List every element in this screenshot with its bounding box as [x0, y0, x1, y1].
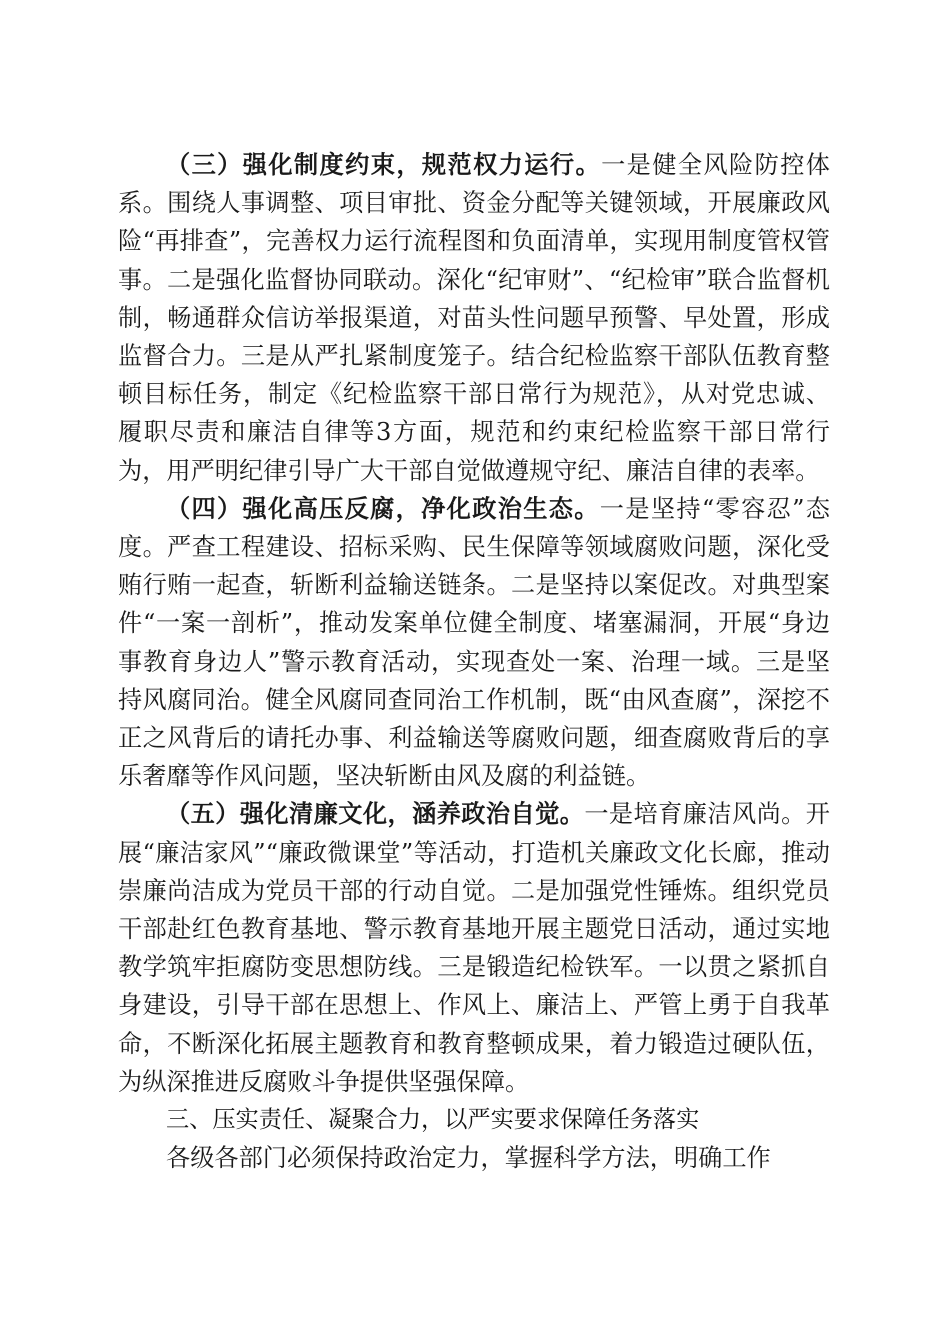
paragraph-lead: （四）强化高压反腐，净化政治生态。 [166, 493, 600, 523]
paragraph-text: 一是健全风险防控体系。围绕人事调整、项目审批、资金分配等关键领域，开展廉政风险“再排查”，完善权力运行流程图和负面清单，实现用制度管权管事。二是强化监督协同联动。深化“纪审财”、“纪检审”联合监督机制，畅通群众信访举报渠道，对苗头性问题早预警、早处置，形成监督合力。三是从严扎紧制度笼子。结合纪检监察干部队伍教育整顿目标任务，制定《纪检监察干部日常行为规范》，从对党忠诚、履职尽责和廉洁自律等3方面，规范和约束纪检监察干部日常行为，用严明纪律引导广大干部自觉做遵规守纪、廉洁自律的表率。 [118, 151, 830, 485]
paragraph-text: 一是培育廉洁风尚。开展“廉洁家风”“廉政微课堂”等活动，打造机关廉政文化长廊，推动崇廉尚洁成为党员干部的行动自觉。二是加强党性锤炼。组织党员干部赴红色教育基地、警示教育基地开展主题党日活动，通过实地教学筑牢拒腐防变思想防线。三是锻造纪检铁军。一以贯之紧抓自身建设，引导干部在思想上、作风上、廉洁上、严管上勇于自我革命，不断深化拓展主题教育和教育整顿成果，着力锻造过硬队伍，为纵深推进反腐败斗争提供坚强保障。 [118, 800, 830, 1096]
paragraph-anti-corruption [118, 490, 830, 796]
paragraph-lead: （三）强化制度约束，规范权力运行。 [166, 150, 602, 179]
section-heading: 三、压实责任、凝聚合力，以严实要求保障任务落实 [166, 1106, 700, 1134]
paragraph-text: 一是坚持“零容忍”态度。严查工程建设、招标采购、民生保障等领域腐败问题，深化受贿行贿一起查，斩断利益输送链条。二是坚持以案促改。对典型案件“一案一剖析”，推动发案单位健全制度、堵塞漏洞，开展“身边事教育身边人”警示教育活动，实现查处一案、治理一域。三是坚持风腐同治。健全风腐同查同治工作机制，既“由风查腐”，深挖不正之风背后的请托办事、利益输送等腐败问题，细查腐败背后的享乐奢靡等作风问题，坚决斩断由风及腐的利益链。 [118, 494, 830, 791]
paragraph-institutional-constraints [118, 146, 830, 490]
paragraph-closing: 各级各部门必须保持政治定力，掌握科学方法，明确工作 [166, 1144, 771, 1173]
document-body [118, 146, 830, 1177]
paragraph-lead: （五）强化清廉文化，涵养政治自觉。 [166, 799, 585, 829]
paragraph-integrity-culture [118, 795, 830, 1101]
